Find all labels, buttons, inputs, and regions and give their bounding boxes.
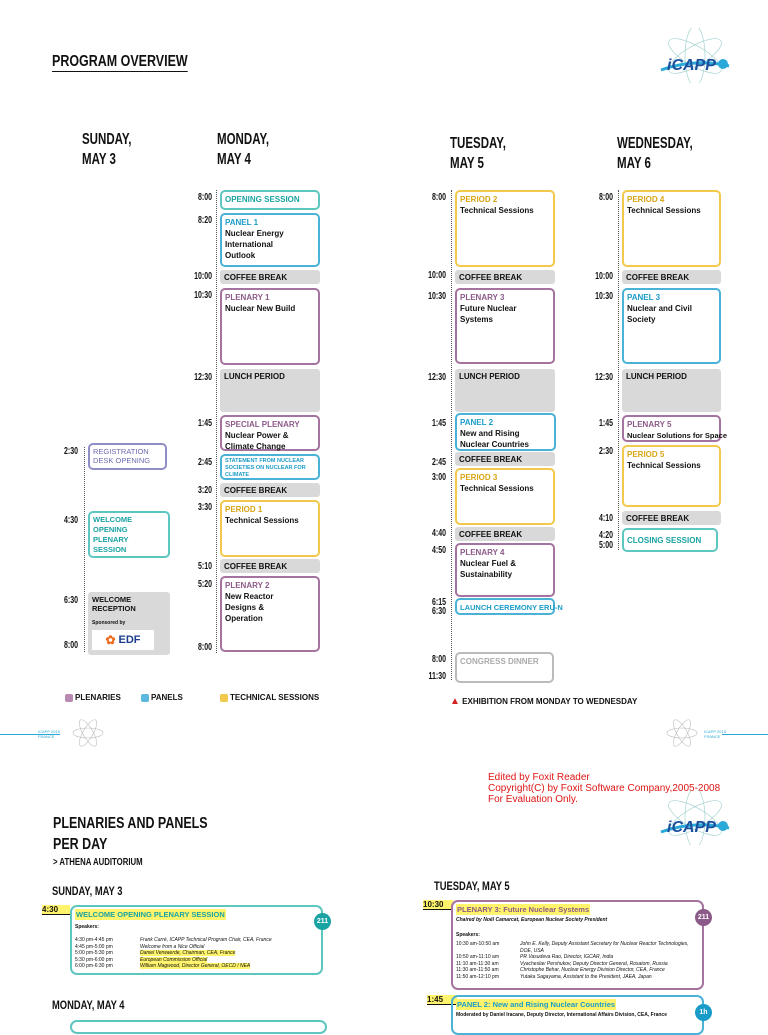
time-label: 5:10 xyxy=(197,561,212,572)
edf-logo: ✿ EDF xyxy=(92,630,154,650)
time-label: 1:45 xyxy=(431,418,446,429)
time-label: 4:20 xyxy=(598,530,613,541)
time-label: 3:30 xyxy=(197,502,212,513)
footer-line-right xyxy=(722,734,768,735)
time-label: 12:30 xyxy=(595,372,613,383)
time-label: 8:00 xyxy=(431,192,446,203)
legend-plenaries: PLENARIES xyxy=(65,693,121,702)
coffee-break: COFFEE BREAK xyxy=(455,527,555,541)
time-label: 2:30 xyxy=(598,446,613,457)
welcome-reception-box[interactable]: WELCOME RECEPTION Sponsored by ✿ EDF xyxy=(88,592,170,655)
time-label: 4:40 xyxy=(431,528,446,539)
atom-footer-icon xyxy=(664,716,700,755)
time-label: 12:30 xyxy=(428,372,446,383)
time-label: 4:50 xyxy=(431,545,446,556)
atom-footer-icon xyxy=(70,716,106,755)
p2-panel2-box[interactable]: PANEL 2: New and Rising Nuclear Countries Moderated by Daniel Iracane, Deputy Director, International Affairs Division, CEA, France xyxy=(451,995,704,1035)
time-label: 10:00 xyxy=(194,271,212,282)
sunday-timeline xyxy=(84,447,85,652)
time-label: 8:00 xyxy=(197,642,212,653)
time-label: 10:30 xyxy=(428,291,446,302)
speaker-row: 5:00 pm-5:30 pm Daniel Verwaerde, Chairman, CEA, France xyxy=(75,950,236,956)
atom-logo-icon xyxy=(655,28,735,83)
day-tuesday: TUESDAY, MAY 5 xyxy=(450,135,506,172)
day-monday: MONDAY, MAY 4 xyxy=(217,131,270,168)
day-wednesday: WEDNESDAY, MAY 6 xyxy=(617,135,693,172)
p2-room-badge-tuesday1: 211 xyxy=(695,909,712,926)
time-label: 2:30 xyxy=(63,446,78,457)
coffee-break: COFFEE BREAK xyxy=(622,270,721,284)
time-label: 2:45 xyxy=(431,457,446,468)
plenary2-box[interactable]: PLENARY 2 New Reactor Designs & Operation xyxy=(220,576,320,652)
technical-swatch xyxy=(220,694,228,702)
plenary-swatch xyxy=(65,694,73,702)
coffee-break: COFFEE BREAK xyxy=(220,559,320,573)
speaker-row: DOE, USA xyxy=(520,947,544,954)
time-label: 10:30 xyxy=(194,290,212,301)
p2-tuesday-rows xyxy=(456,941,699,980)
opening-session-box[interactable]: OPENING SESSION xyxy=(220,190,320,210)
speaker-row: 10:30 am-10:50 am John E. Kelly, Deputy Assistant Secretary for Nuclear Reactor Technologies, xyxy=(456,941,689,947)
page-title: PROGRAM OVERVIEW xyxy=(52,53,188,70)
time-label: 8:00 xyxy=(63,640,78,651)
p2-sunday-rows xyxy=(75,937,318,970)
p2-monday-box-top xyxy=(70,1020,327,1034)
lunch-period: LUNCH PERIOD xyxy=(220,369,320,412)
congress-dinner-box[interactable]: CONGRESS DINNER xyxy=(455,652,554,683)
lunch-period: LUNCH PERIOD xyxy=(455,369,555,412)
monday-timeline xyxy=(216,190,217,653)
time-label: 10:00 xyxy=(595,271,613,282)
speaker-row: 11:10 am-11:30 am Vyacheslav Pershukov, Deputy Director General, Rosatom, Russia xyxy=(456,960,668,967)
time-label: 6:30 xyxy=(431,606,446,617)
foxit-watermark: Edited by Foxit Reader Copyright(C) by Foxit Software Company,2005-2008 For Evaluation Only. xyxy=(488,772,721,805)
p2-room-badge-sunday: 211 xyxy=(314,913,331,930)
statement-box[interactable]: STATEMENT FROM NUCLEAR SOCIETIES ON NUCLEAR FOR CLIMATE xyxy=(220,454,320,480)
plenary3-box[interactable]: PLENARY 3 Future Nuclear Systems xyxy=(455,288,555,364)
period1-box[interactable]: PERIOD 1 Technical Sessions xyxy=(220,500,320,557)
wednesday-timeline xyxy=(618,190,619,550)
time-label: 10:30 xyxy=(595,291,613,302)
coffee-break: COFFEE BREAK xyxy=(455,270,555,284)
speaker-row: 4:45 pm-5:00 pm Welcome from a Nice Official xyxy=(75,943,205,950)
tuesday-timeline xyxy=(451,190,452,680)
legend-technical: TECHNICAL SESSIONS xyxy=(220,693,319,702)
p2-plenary3-box[interactable]: PLENARY 3: Future Nuclear Systems Chaired by Noël Camarcat, European Nuclear Society President Speakers: 10:30 am-10:50 am John E. Kelly, Deputy Assistant Secretary for Nuclear Reactor Technologies, DOE, USA 10:50 am-11:10 am PR Vasudeva Rao, Director, IGCAR, India 11:10 am-11:30 am Vyacheslav Pershukov, Deputy Director General, Rosatom, Russia 11:30 am-11:50 am Christophe Behar, Nuclear Energy Division Director, CEA, France 11:50 am-12:10 pm Yutaka Sagayama, Assistant to the President, JAEA, Japan xyxy=(451,900,704,990)
welcome-plenary-box[interactable]: WELCOME OPENING PLENARY SESSION xyxy=(88,511,170,558)
panel2-box[interactable]: PANEL 2 New and Rising Nuclear Countries xyxy=(455,413,556,451)
period3-box[interactable]: PERIOD 3 Technical Sessions xyxy=(455,468,555,525)
speaker-row: 10:50 am-11:10 am PR Vasudeva Rao, Director, IGCAR, India xyxy=(456,954,614,960)
coffee-break: COFFEE BREAK xyxy=(220,483,320,497)
period4-box[interactable]: PERIOD 4 Technical Sessions xyxy=(622,190,721,267)
coffee-break: COFFEE BREAK xyxy=(622,511,721,525)
time-label: 5:00 xyxy=(598,540,613,551)
time-label: 8:00 xyxy=(598,192,613,203)
closing-session-box[interactable]: CLOSING SESSION xyxy=(622,528,718,552)
period5-box[interactable]: PERIOD 5 Technical Sessions xyxy=(622,445,721,507)
time-label: 10:00 xyxy=(428,270,446,281)
p2-tuesday-time1: 10:30 xyxy=(423,900,453,910)
edf-flower-icon: ✿ xyxy=(105,633,116,647)
venue-label: > ATHENA AUDITORIUM xyxy=(53,857,143,868)
p2-tuesday-time2: 1:45 xyxy=(427,995,457,1005)
coffee-break: COFFEE BREAK xyxy=(220,270,320,284)
launch-ceremony-box[interactable]: LAUNCH CEREMONY ERU-N xyxy=(455,598,555,615)
day-sunday: SUNDAY, MAY 3 xyxy=(82,131,132,168)
time-label: 4:10 xyxy=(598,513,613,524)
panel1-box[interactable]: PANEL 1 Nuclear Energy International Outlook xyxy=(220,213,320,267)
time-label: 6:15 xyxy=(431,597,446,608)
speaker-row: 11:30 am-11:50 am Christophe Behar, Nuclear Energy Division Director, CEA, France xyxy=(456,967,665,973)
registration-box[interactable]: REGISTRATION DESK OPENING xyxy=(88,443,167,470)
time-label: 1:45 xyxy=(598,418,613,429)
atom-logo-icon xyxy=(655,790,735,845)
speaker-row: 5:30 pm-6:00 pm European Commission Official xyxy=(75,956,208,963)
time-label: 8:00 xyxy=(197,192,212,203)
icapp-logo-2 xyxy=(655,790,735,845)
p2-sunday-time: 4:30 xyxy=(42,905,70,915)
panel-swatch xyxy=(141,694,149,702)
legend-exhibition: ▲ EXHIBITION FROM MONDAY TO WEDNESDAY xyxy=(450,696,638,707)
speaker-row: 4:30 pm-4:45 pm Frank Carré, ICAPP Technical Program Chair, CEA, France xyxy=(75,937,272,943)
footer-tag-right: ICAPP 2015 FRANCE xyxy=(704,729,726,739)
time-label: 11:30 xyxy=(428,671,446,682)
triangle-icon: ▲ xyxy=(450,696,460,707)
footer-tag-left: ICAPP 2015 FRANCE xyxy=(38,729,60,739)
p2-sunday-heading: SUNDAY, MAY 3 xyxy=(52,884,123,898)
p2-welcome-session-box[interactable]: WELCOME OPENING PLENARY SESSION Speakers: 4:30 pm-4:45 pm Frank Carré, ICAPP Technical Program Chair, CEA, France 4:45 pm-5:00 pm Welcome from a Nice Official 5:00 pm-5:30 pm Daniel Verwaerde, Chairman, CEA, France 5:30 pm-6:00 pm European Commission Official 6:00 pm-6:30 pm William Magwood, Director General, OECD / NEA xyxy=(70,905,323,975)
p2-tuesday-heading: TUESDAY, MAY 5 xyxy=(434,879,510,893)
time-label: 6:30 xyxy=(63,595,78,606)
svg-text:iCAPP: iCAPP xyxy=(667,57,716,74)
special-plenary-box[interactable]: SPECIAL PLENARY Nuclear Power & Climate Change xyxy=(220,415,320,451)
p2-monday-heading: MONDAY, MAY 4 xyxy=(52,998,125,1012)
plenary1-box[interactable]: PLENARY 1 Nuclear New Build xyxy=(220,288,320,365)
time-label: 2:45 xyxy=(197,457,212,468)
plenary4-box[interactable]: PLENARY 4 Nuclear Fuel & Sustainability xyxy=(455,543,555,597)
time-label: 12:30 xyxy=(194,372,212,383)
time-label: 8:20 xyxy=(197,215,212,226)
time-label: 3:00 xyxy=(431,472,446,483)
time-label: 5:20 xyxy=(197,579,212,590)
time-label: 8:00 xyxy=(431,654,446,665)
panel3-box[interactable]: PANEL 3 Nuclear and Civil Society xyxy=(622,288,721,364)
plenary5-box[interactable]: PLENARY 5 Nuclear Solutions for Space xyxy=(622,415,721,442)
icapp-logo xyxy=(655,28,735,83)
speaker-row: 6:00 pm-6:30 pm William Magwood, Director General, OECD / NEA xyxy=(75,963,251,969)
time-label: 4:30 xyxy=(63,515,78,526)
page2-title: PLENARIES AND PANELS PER DAY xyxy=(53,815,208,853)
speaker-row: 11:50 am-12:10 pm Yutaka Sagayama, Assistant to the President, JAEA, Japan xyxy=(456,973,652,980)
period2-box[interactable]: PERIOD 2 Technical Sessions xyxy=(455,190,555,267)
time-label: 3:20 xyxy=(197,485,212,496)
coffee-break: COFFEE BREAK xyxy=(455,452,555,466)
legend-panels: PANELS xyxy=(141,693,183,702)
p2-room-badge-tuesday2: 1h xyxy=(695,1004,712,1021)
lunch-period: LUNCH PERIOD xyxy=(622,369,721,412)
time-label: 1:45 xyxy=(197,418,212,429)
svg-text:iCAPP: iCAPP xyxy=(667,819,716,836)
